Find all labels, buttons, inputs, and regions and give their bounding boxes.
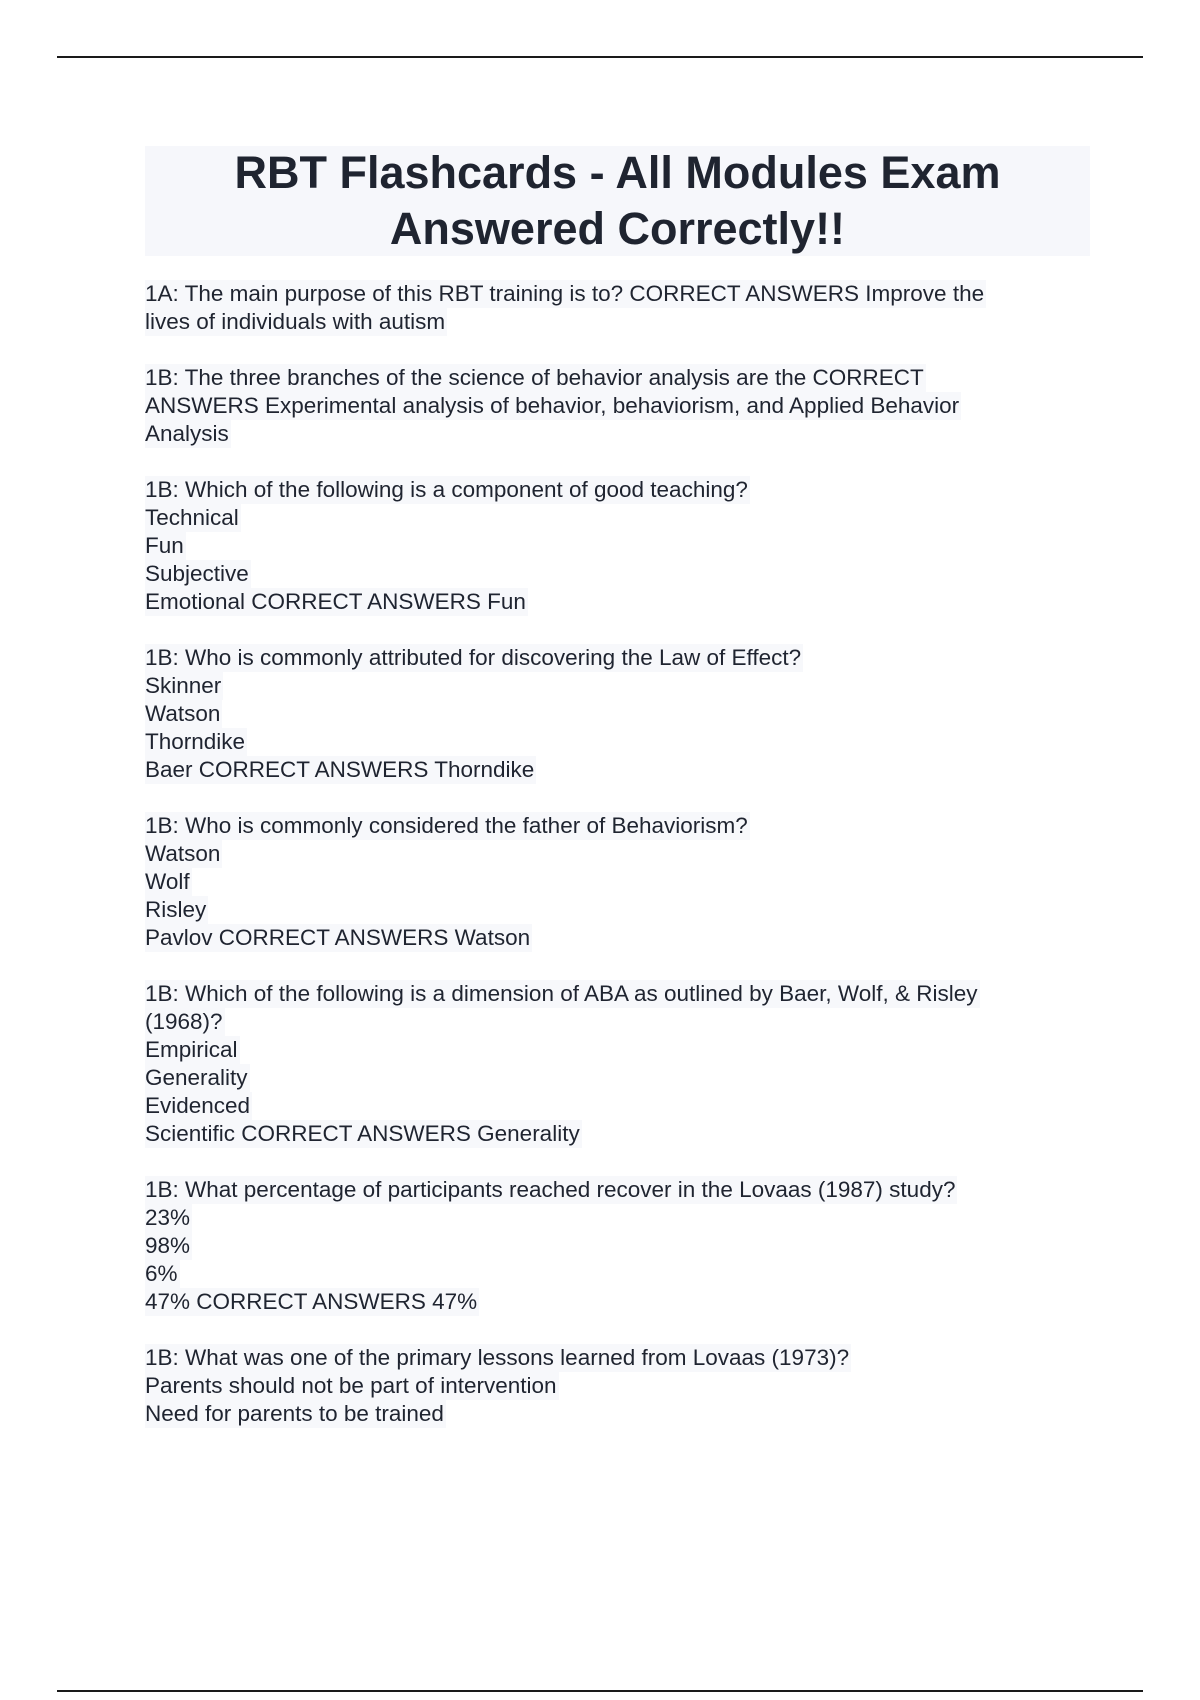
flashcard-question-line: 1B: Who is commonly considered the father of Behaviorism? xyxy=(145,813,748,838)
top-rule xyxy=(57,56,1143,58)
flashcard-text-line: Need for parents to be trained xyxy=(145,1401,444,1426)
bottom-rule xyxy=(57,1690,1143,1692)
flashcard-text-line: Technical xyxy=(145,505,239,530)
flashcard-text-line: Risley xyxy=(145,897,207,922)
flashcard-text-line: Evidenced xyxy=(145,1093,251,1118)
flashcard-text-line: 23% xyxy=(145,1205,191,1230)
flashcard-text-line: ANSWERS Experimental analysis of behavior, behaviorism, and Applied Behavior xyxy=(145,393,960,418)
flashcard-text-line: 6% xyxy=(145,1261,178,1286)
flashcard-question-line: 1B: What percentage of participants reached recover in the Lovaas (1987) study? xyxy=(145,1177,956,1202)
flashcard-text-line: Thorndike xyxy=(145,729,246,754)
flashcard-text-line: (1968)? xyxy=(145,1009,223,1034)
flashcard-item xyxy=(145,980,1090,1148)
title-block xyxy=(145,146,1090,256)
flashcard-question-line: 1B: Which of the following is a component of good teaching? xyxy=(145,477,748,502)
flashcard-text-line: Wolf xyxy=(145,869,190,894)
title-line-2: Answered Correctly!! xyxy=(389,203,846,254)
flashcard-item xyxy=(145,1176,1090,1316)
document-title xyxy=(234,145,1000,257)
flashcard-text-line: Subjective xyxy=(145,561,249,586)
flashcard-text-line: Empirical xyxy=(145,1037,238,1062)
flashcard-text-line: Watson xyxy=(145,701,221,726)
flashcard-text-line: lives of individuals with autism xyxy=(145,309,446,334)
flashcard-item xyxy=(145,364,1090,448)
flashcard-item xyxy=(145,476,1090,616)
flashcard-question-line: 1B: The three branches of the science of behavior analysis are the CORRECT xyxy=(145,365,924,390)
flashcard-question-line: 1B: Who is commonly attributed for discovering the Law of Effect? xyxy=(145,645,802,670)
flashcard-text-line: Emotional CORRECT ANSWERS Fun xyxy=(145,589,526,614)
flashcard-text-line: Pavlov CORRECT ANSWERS Watson xyxy=(145,925,531,950)
flashcard-text-line: Scientific CORRECT ANSWERS Generality xyxy=(145,1121,580,1146)
flashcard-question-line: 1B: Which of the following is a dimension of ABA as outlined by Baer, Wolf, & Risley xyxy=(145,981,978,1006)
flashcard-text-line: 47% CORRECT ANSWERS 47% xyxy=(145,1289,478,1314)
flashcard-list xyxy=(145,280,1090,1428)
flashcard-question-line: 1B: What was one of the primary lessons learned from Lovaas (1973)? xyxy=(145,1345,850,1370)
flashcard-item xyxy=(145,1344,1090,1428)
flashcard-item xyxy=(145,644,1090,784)
flashcard-text-line: Baer CORRECT ANSWERS Thorndike xyxy=(145,757,535,782)
flashcard-text-line: Generality xyxy=(145,1065,248,1090)
flashcard-text-line: Parents should not be part of intervention xyxy=(145,1373,557,1398)
flashcard-text-line: Watson xyxy=(145,841,221,866)
flashcard-text-line: 98% xyxy=(145,1233,191,1258)
flashcard-question-line: 1A: The main purpose of this RBT training is to? CORRECT ANSWERS Improve the xyxy=(145,281,985,306)
flashcard-item xyxy=(145,280,1090,336)
flashcard-text-line: Fun xyxy=(145,533,184,558)
flashcard-text-line: Skinner xyxy=(145,673,222,698)
document-body xyxy=(145,146,1090,1456)
flashcard-text-line: Analysis xyxy=(145,421,229,446)
title-line-1: RBT Flashcards - All Modules Exam xyxy=(234,147,1001,198)
flashcard-item xyxy=(145,812,1090,952)
